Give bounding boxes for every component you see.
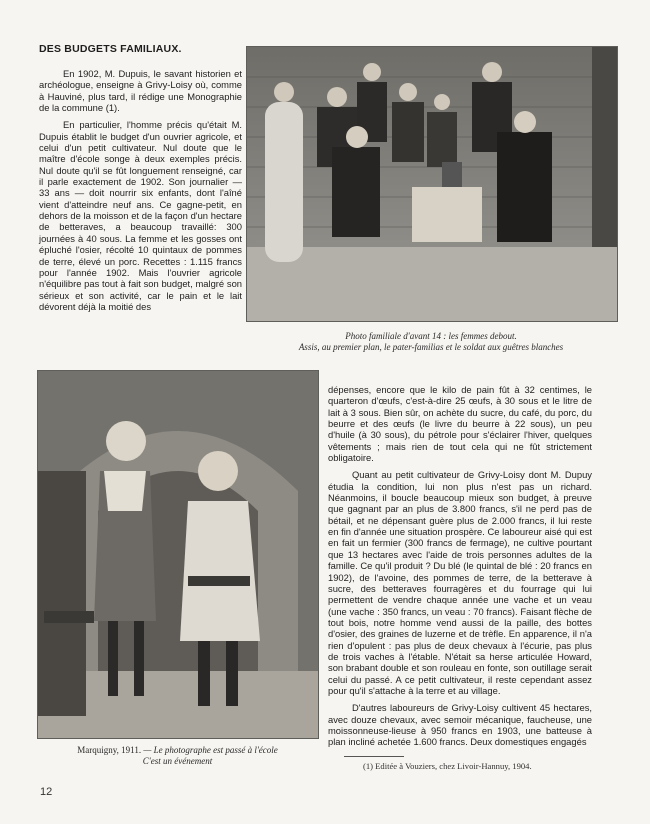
right-text-column xyxy=(328,384,592,748)
caption-line: C'est un événement xyxy=(142,756,213,766)
caption-line: Assis, au premier plan, le pater-familias et le soldat aux guêtres blanches xyxy=(298,342,564,352)
paragraph-cultivateur: Quant au petit cultivateur de Grivy-Loisy dont M. Dupuy étudia la condition, lui non plus n'est pas un richard. Néanmoins, il boucle beaucoup mieux son budget, à preuve que gagnant par an plus de 3.800 francs, s'il ne perd pas de bétail, et ne dépensant guère plus de 2.000 francs, il lui reste en fin d'année une situation prospère. Ce laboureur aisé qui est en fait un fermier (300 francs de fermage), ne cultive pourtant que 13 hectares avec l'aide de trois personnes adultes de la famille. Ce qu'il produit ? Du blé (le quintal de blé : 20 francs en 1902), de l'avoine, des pommes de terre, de la betterave à sucre, des betteraves fourragères et du fourrage qui lui permettent de vendre chaque année une vache et un veau (une vache : 350 francs, un veau : 70 francs). Faisant flèche de tout bois, notre homme vend aussi de la paille, des bottes d'osier, des graines de luzerne et de trèfle. En apparence, il n'a rien d'opulent : pas plus de deux chevaux à l'écurie, pas plus de trois vaches à l'étable. N'était sa herse articulée Howard, son brabant double et son rouleau en fonte, son outillage serait celui du passé. A ce petit cultivateur, il reste cependant assez pour qu'il s'attache à la terre et au village. xyxy=(328,469,592,696)
caption-place-date: Marquigny, 1911. xyxy=(77,745,142,755)
paragraph-depenses: dépenses, encore que le kilo de pain fût à 32 centimes, le quarteron d'œufs, c'est-à-dire 25 œufs, à 30 sous et le litre de lait à 3 sous. Bien sûr, on achète du sucre, du café, du porc, du beurre et des œufs (le livre du beurre à 22 sous), un peu d'huile (à 30 sous), du pétrole pour s'éclairer l'hiver, quelques vêtements ; mais rien de tout cela qui ne fût strictement obligatoire. xyxy=(328,384,592,464)
footnote: (1) Editée à Vouziers, chez Livoir-Hannuy, 1904. xyxy=(363,761,532,771)
footnote-divider xyxy=(344,756,404,757)
children-photo-caption xyxy=(40,745,315,767)
section-heading: DES BUDGETS FAMILIAUX. xyxy=(39,43,182,55)
page-number: 12 xyxy=(40,786,53,798)
paragraph-intro: En 1902, M. Dupuis, le savant historien et archéologue, enseigne à Grivy-Loisy où, comme à Hauviné, plus tard, il rédige une Monographie de la commune (1). xyxy=(39,68,242,114)
paragraph-laboureurs: D'autres laboureurs de Grivy-Loisy cultivent 45 hectares, avec douze chevaux, avec semoir mécanique, faucheuse, une moissonneuse-lieuse à 950 francs en 1903, une batteuse à plan incliné achetée 1.600 francs. Deux domestiques engagés xyxy=(328,702,592,748)
family-photo-caption xyxy=(248,331,614,353)
caption-text: — Le photographe est passé à l'école xyxy=(143,745,278,755)
left-text-column xyxy=(39,68,242,312)
family-photo xyxy=(246,46,618,322)
paragraph-journalier: En particulier, l'homme précis qu'était M. Dupuis établit le budget d'un ouvrier agricole, et celui d'un petit cultivateur. Nul doute que le maître d'école songe à deux exemples précis. Nul doute qu'il se fût longuement renseigné, car il parle exactement de 1902. Son journalier — 33 ans — doit nourrir six enfants, dont l'aîné vient d'atteindre neuf ans. Ce gagne-petit, en dehors de la moisson et de la façon d'un hectare de betteraves, a beaucoup travaillé: 300 journées à 40 sous. La femme et les gosses ont épluché l'osier, récolté 10 quintaux de pommes de terre, élevé un porc. Recettes : 1.115 francs pour l'année 1902. Mais l'ouvrier agricole n'équilibre pas tout à fait son budget, malgré son sérieux et son activité, car le pain et le lait dévorent déjà la moitié des xyxy=(39,119,242,312)
caption-line xyxy=(40,745,315,756)
children-photo xyxy=(37,370,319,739)
caption-line: Photo familiale d'avant 14 : les femmes debout. xyxy=(345,331,517,341)
